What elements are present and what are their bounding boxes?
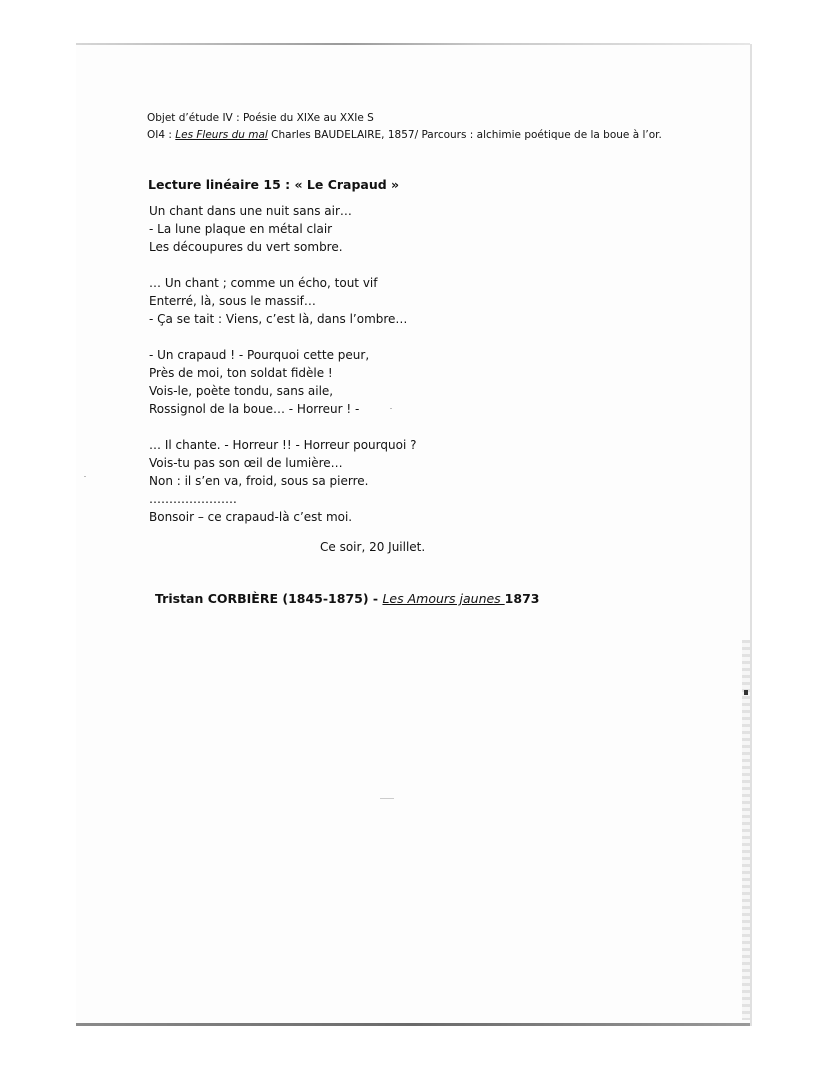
verse-ellipsis: …………………. — [149, 492, 237, 506]
reading-title: Lecture linéaire 15 : « Le Crapaud » — [148, 177, 400, 192]
verse-line: - Un crapaud ! - Pourquoi cette peur, — [149, 348, 370, 362]
collection-year: 1873 — [504, 591, 540, 606]
stanza-4 — [149, 436, 416, 526]
paper-speck — [390, 408, 392, 409]
paper-top-edge — [76, 43, 750, 45]
stanza-2 — [149, 274, 416, 328]
author-name: Tristan CORBIÈRE (1845-1875) - — [155, 591, 383, 606]
paper-right-edge — [742, 640, 750, 1020]
document-header — [147, 110, 662, 144]
stanza-1 — [149, 202, 416, 256]
verse-line: Vois-le, poète tondu, sans aile, — [149, 384, 334, 398]
verse-line: Rossignol de la boue… - Horreur ! - — [149, 402, 360, 416]
verse-line: … Il chante. - Horreur !! - Horreur pourquoi ? — [149, 438, 417, 452]
verse-line: Bonsoir – ce crapaud-là c’est moi. — [149, 510, 353, 524]
paper-speck — [84, 476, 86, 477]
header-line-2 — [147, 127, 662, 144]
verse-line: Un chant dans une nuit sans air… — [149, 204, 352, 218]
verse-line: Enterré, là, sous le massif… — [149, 294, 316, 308]
header-rest: Charles BAUDELAIRE, 1857/ Parcours : alchimie poétique de la boue à l’or. — [267, 129, 662, 141]
verse-line: Près de moi, ton soldat fidèle ! — [149, 366, 333, 380]
verse-line: - Ça se tait : Viens, c’est là, dans l’ombre… — [149, 312, 408, 326]
stanza-3 — [149, 346, 416, 418]
verse-line: Les découpures du vert sombre. — [149, 240, 343, 254]
book-title: Les Fleurs du mal — [175, 129, 268, 141]
collection-title: Les Amours jaunes — [382, 591, 505, 606]
edge-mark — [744, 690, 748, 695]
header-line-1: Objet d’étude IV : Poésie du XIXe au XXIe S — [147, 112, 374, 124]
poem-body — [149, 202, 416, 544]
author-credit — [155, 591, 539, 606]
verse-line: Vois-tu pas son œil de lumière… — [149, 456, 343, 470]
paper-speck — [380, 798, 394, 799]
paper-bottom-edge — [76, 1023, 750, 1026]
verse-line: - La lune plaque en métal clair — [149, 222, 333, 236]
verse-line: Non : il s’en va, froid, sous sa pierre. — [149, 474, 369, 488]
verse-line: … Un chant ; comme un écho, tout vif — [149, 276, 378, 290]
header-prefix: OI4 : — [147, 129, 176, 141]
poem-date: Ce soir, 20 Juillet. — [320, 540, 426, 554]
